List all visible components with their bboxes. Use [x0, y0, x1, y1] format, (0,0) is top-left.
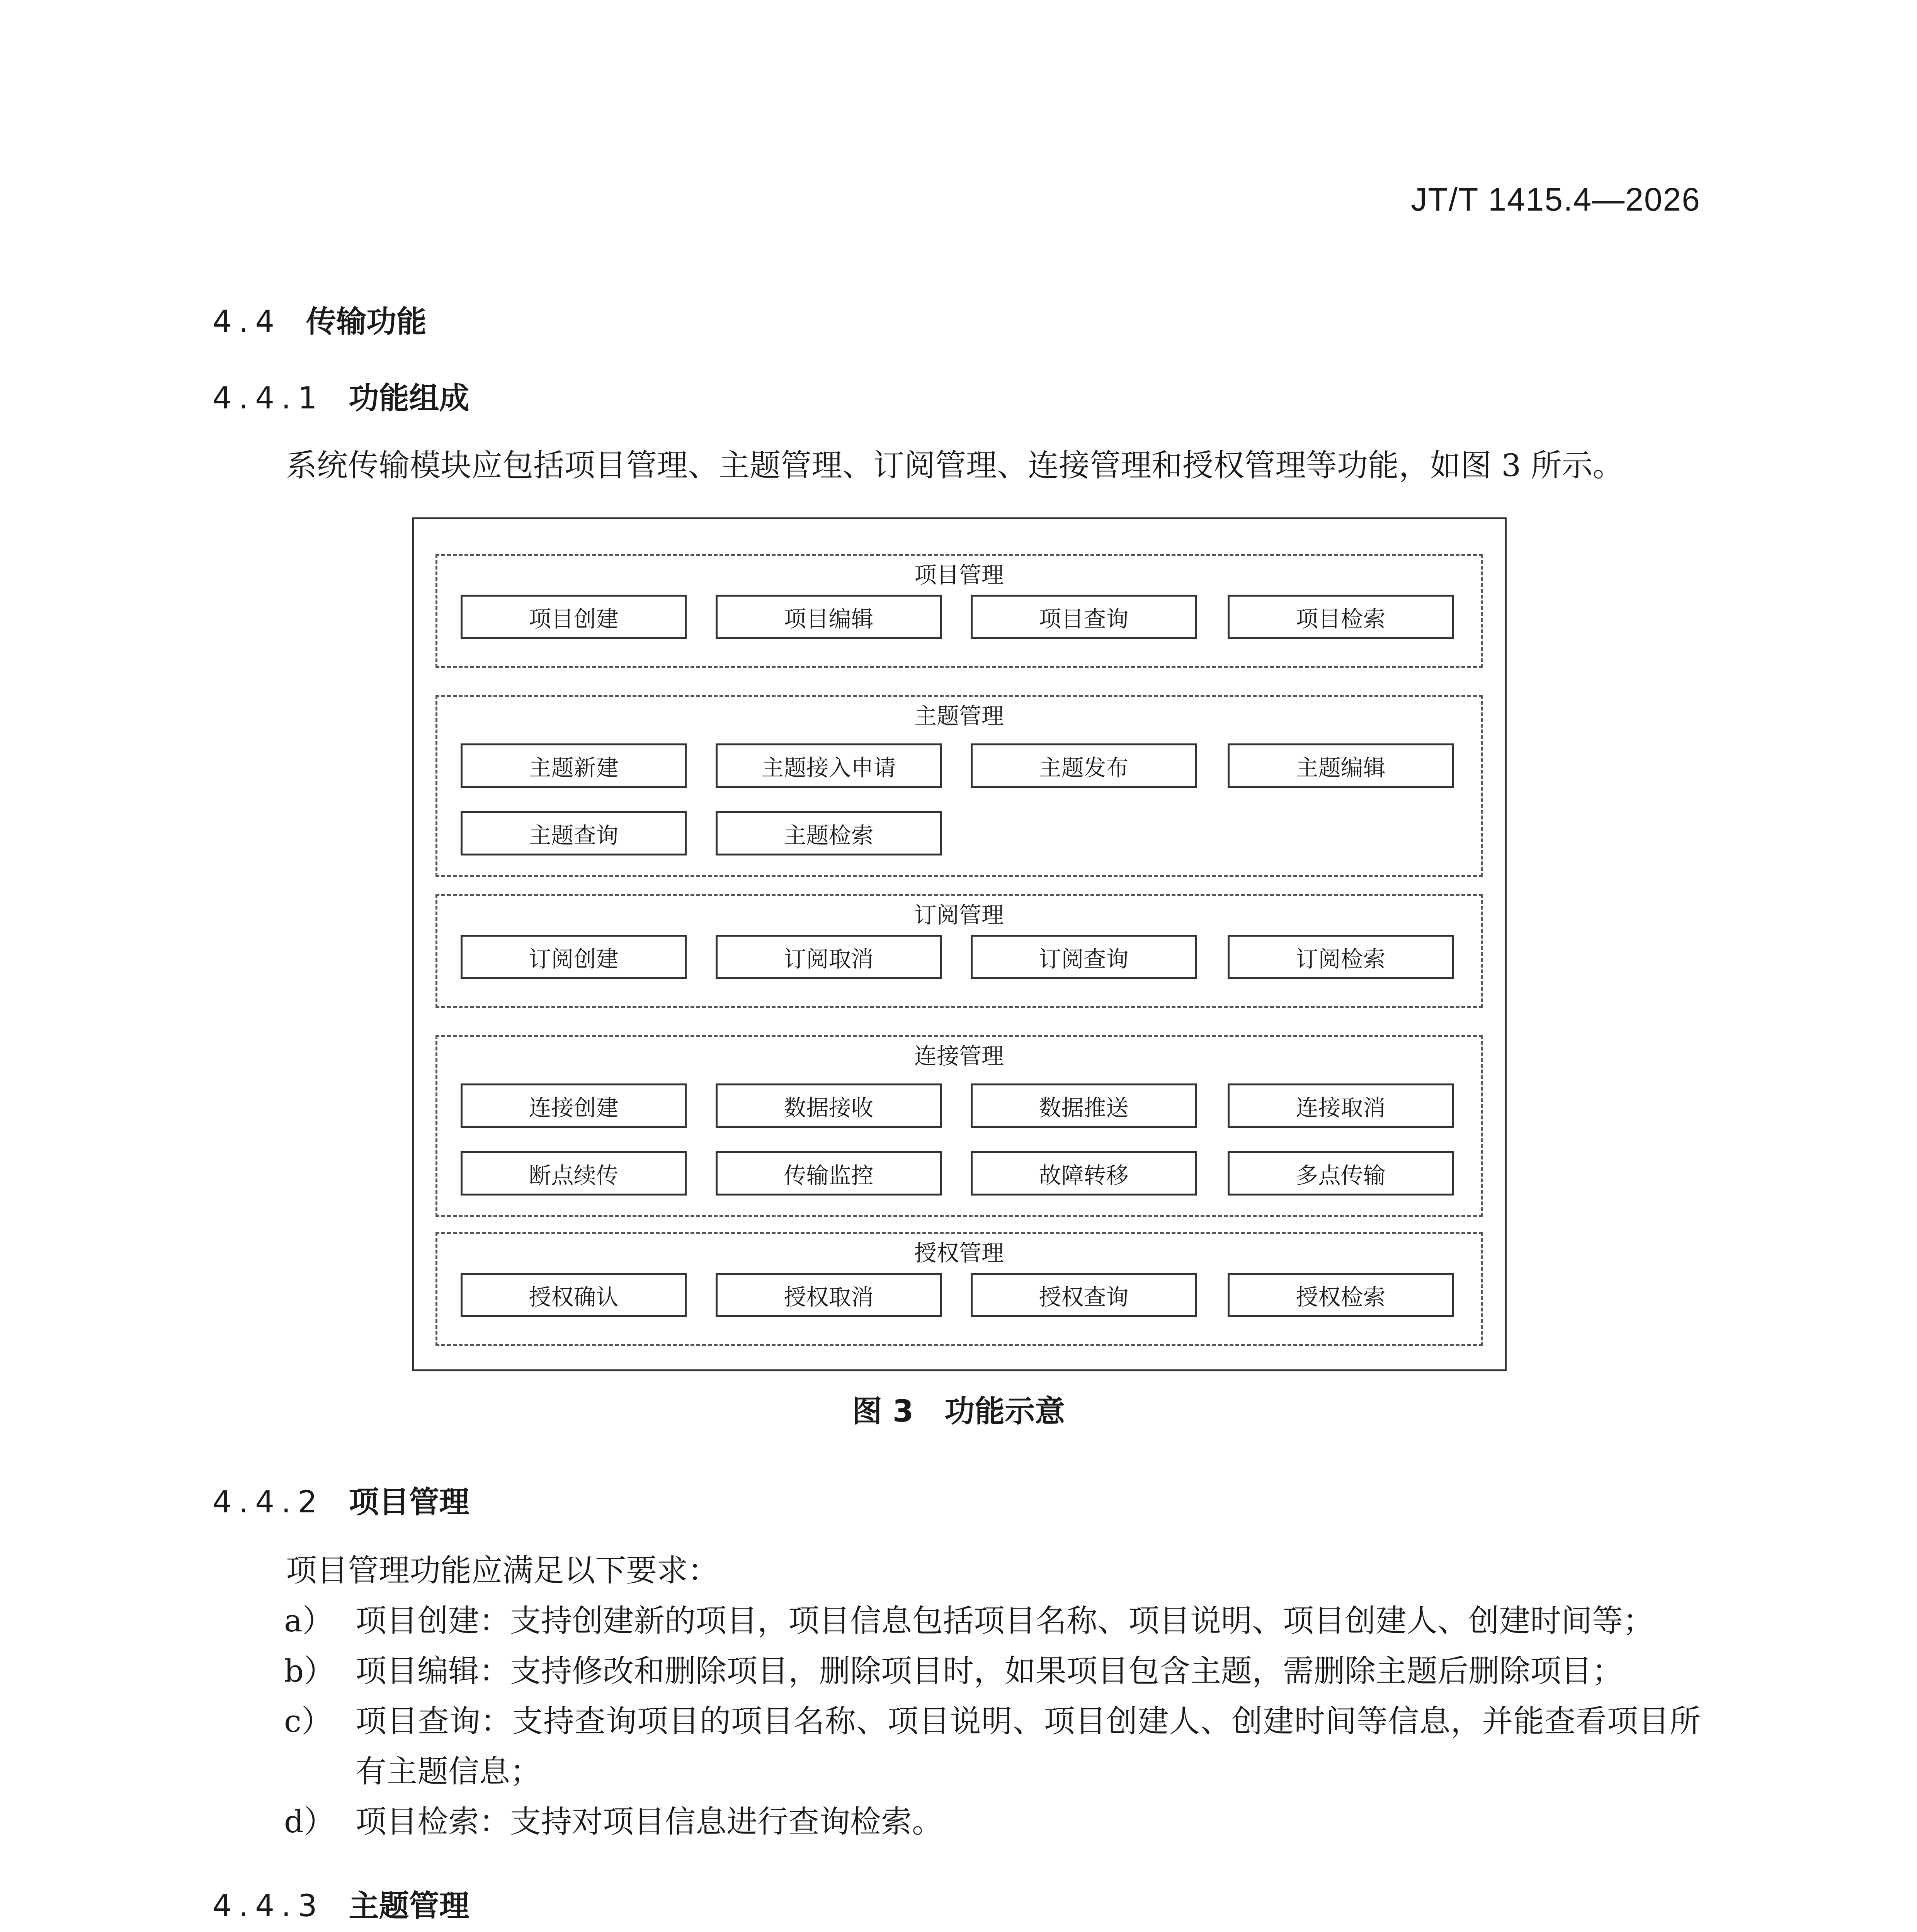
section-title: 主题管理 — [349, 1889, 469, 1923]
figure-caption — [0, 1387, 1917, 1430]
function-box: 连接创建 — [461, 1083, 687, 1128]
function-box: 项目检索 — [1228, 595, 1454, 639]
item-marker: b） — [284, 1653, 335, 1689]
function-box: 断点续传 — [461, 1151, 687, 1196]
function-box: 订阅查询 — [971, 935, 1197, 979]
paragraph-4-4-1: 系统传输模块应包括项目管理、主题管理、订阅管理、连接管理和授权管理等功能，如图 3 所示。 — [286, 447, 1624, 483]
section-number: 4.4.3 — [213, 1889, 324, 1923]
function-box: 主题新建 — [461, 743, 687, 788]
paragraph-4-4-2-intro: 项目管理功能应满足以下要求： — [286, 1553, 719, 1588]
list-item — [284, 1797, 1701, 1847]
function-box: 数据接收 — [716, 1083, 942, 1128]
section-heading-4-4-3 — [213, 1882, 469, 1925]
item-marker: a） — [284, 1603, 333, 1639]
section-heading-4-4-1 — [213, 374, 469, 417]
function-diagram — [412, 517, 1507, 1371]
function-box: 授权查询 — [971, 1273, 1197, 1317]
function-box: 主题接入申请 — [716, 743, 942, 788]
jt-watermark-stamp-icon — [1182, 1926, 1476, 1932]
item-text: 项目创建：支持创建新的项目，项目信息包括项目名称、项目说明、项目创建人、创建时间等； — [356, 1603, 1654, 1639]
section-number: 4.4 — [213, 304, 282, 339]
function-box: 项目编辑 — [716, 595, 942, 639]
function-box: 主题查询 — [461, 811, 687, 855]
document-code: JT/T 1415.4—2026 — [1411, 181, 1701, 218]
item-text: 项目检索：支持对项目信息进行查询检索。 — [356, 1804, 943, 1840]
function-box: 数据推送 — [971, 1083, 1197, 1128]
function-box: 主题检索 — [716, 811, 942, 855]
item-text: 项目查询：支持查询项目的项目名称、项目说明、项目创建人、创建时间等信息，并能查看项目所有主题信息； — [356, 1703, 1701, 1789]
section-title: 项目管理 — [349, 1485, 469, 1520]
function-box: 故障转移 — [971, 1151, 1197, 1196]
section-heading-4-4-2 — [213, 1478, 469, 1521]
group-title: 授权管理 — [914, 1240, 1004, 1266]
list-item — [284, 1596, 1701, 1646]
function-box: 授权取消 — [716, 1273, 942, 1317]
function-box: 授权确认 — [461, 1273, 687, 1317]
list-item — [284, 1696, 1701, 1797]
function-box: 订阅取消 — [716, 935, 942, 979]
group-title: 订阅管理 — [914, 902, 1004, 928]
group-title: 连接管理 — [914, 1043, 1004, 1069]
function-box: 授权检索 — [1228, 1273, 1454, 1317]
group-authorization-management — [435, 1232, 1483, 1346]
group-subscription-management — [435, 894, 1483, 1008]
figure-title: 功能示意 — [944, 1394, 1065, 1429]
item-marker: d） — [284, 1804, 335, 1840]
section-heading-4-4 — [213, 298, 427, 341]
figure-label: 图 3 — [852, 1394, 914, 1429]
requirements-list-4-4-2 — [284, 1596, 1701, 1847]
function-box: 主题发布 — [971, 743, 1197, 788]
group-title: 项目管理 — [914, 562, 1004, 588]
group-connection-management — [435, 1035, 1483, 1217]
item-marker: c） — [284, 1703, 332, 1739]
function-box: 主题编辑 — [1228, 743, 1454, 788]
function-box: 订阅检索 — [1228, 935, 1454, 979]
section-number: 4.4.1 — [213, 381, 324, 416]
list-item — [284, 1646, 1701, 1696]
function-box: 订阅创建 — [461, 935, 687, 979]
group-title: 主题管理 — [914, 703, 1004, 729]
function-box: 项目创建 — [461, 595, 687, 639]
section-number: 4.4.2 — [213, 1485, 324, 1520]
section-title: 功能组成 — [349, 381, 469, 416]
function-box: 项目查询 — [971, 595, 1197, 639]
function-box: 连接取消 — [1228, 1083, 1454, 1128]
function-box: 传输监控 — [716, 1151, 942, 1196]
group-project-management — [435, 554, 1483, 668]
item-text: 项目编辑：支持修改和删除项目，删除项目时，如果项目包含主题，需删除主题后删除项目； — [356, 1653, 1623, 1689]
section-title: 传输功能 — [306, 304, 427, 339]
function-box: 多点传输 — [1228, 1151, 1454, 1196]
group-topic-management — [435, 695, 1483, 877]
